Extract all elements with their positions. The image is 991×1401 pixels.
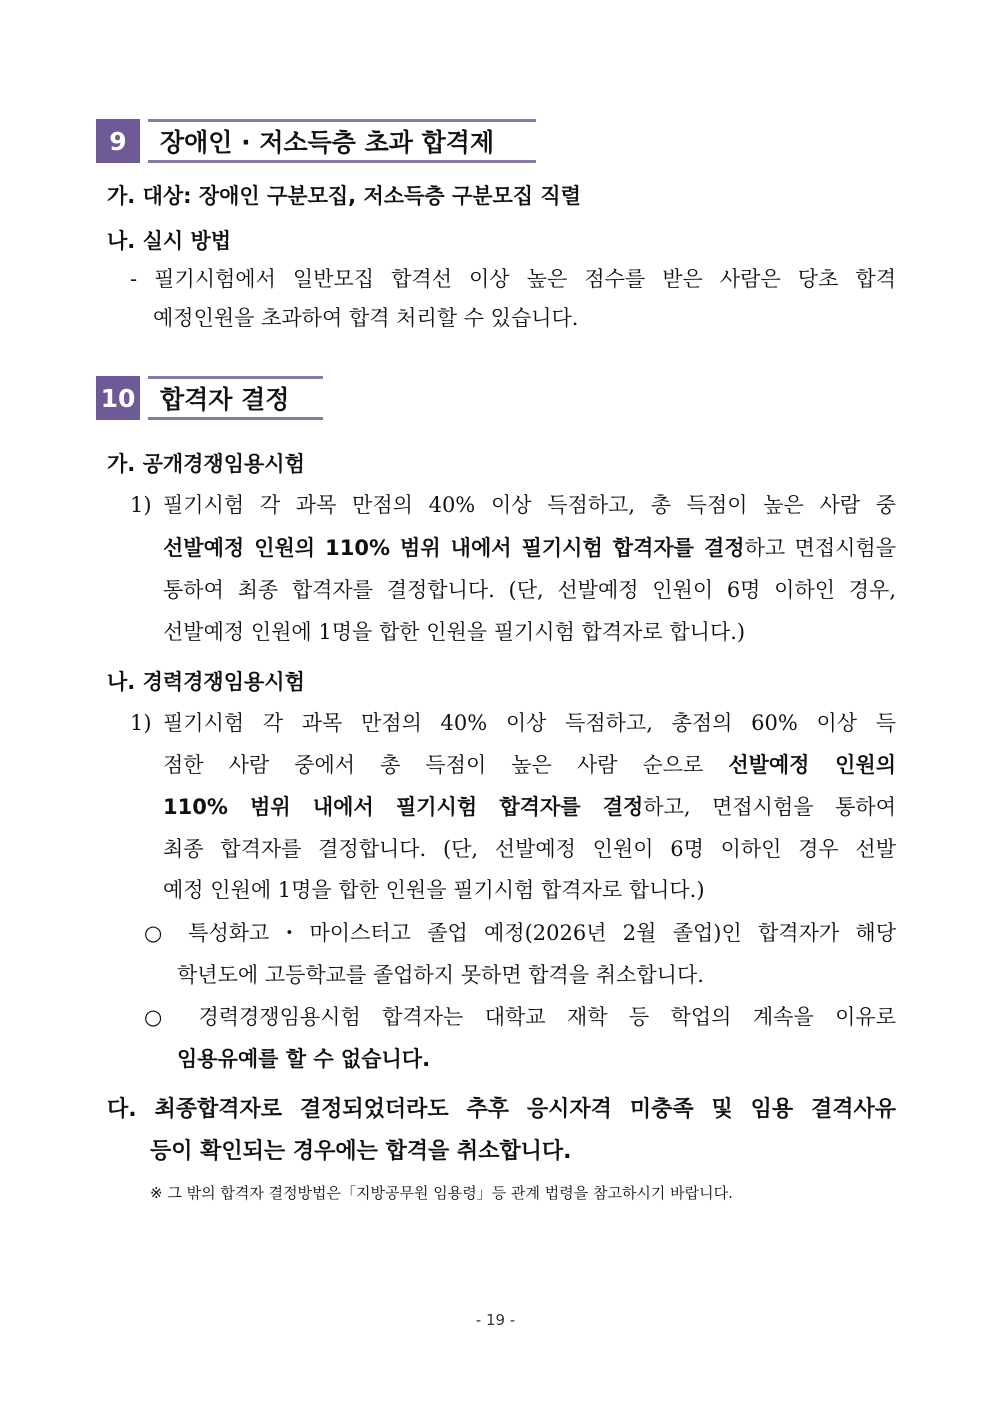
- subheading-open-exam: 가. 공개경쟁임용시험: [107, 452, 305, 476]
- emphasis-text: 선발예정 인원의 110% 범위 내에서 필기시험 합격자를 결정: [163, 536, 745, 560]
- emphasis-text: 110% 범위 내에서 필기시험 합격자를 결정: [163, 795, 644, 819]
- paragraph-line: 예정 인원에 1명을 합한 인원을 필기시험 합격자로 합니다.): [163, 878, 705, 902]
- paragraph-line: 110% 범위 내에서 필기시험 합격자를 결정하고, 면접시험을 통하여: [163, 795, 896, 819]
- paragraph-line: 필기시험 각 과목 만점의 40% 이상 득점하고, 총 득점이 높은 사람 중: [163, 493, 896, 517]
- section-number-badge: 9: [96, 119, 140, 163]
- item-number: 1): [130, 711, 152, 735]
- section-number-badge: 10: [96, 376, 140, 420]
- bullet-line-emphasis: 임용유예를 할 수 없습니다.: [177, 1047, 431, 1071]
- final-notice-line: 등이 확인되는 경우에는 합격을 취소합니다.: [150, 1139, 572, 1164]
- emphasis-text: 선발예정 인원의: [728, 753, 896, 777]
- subheading-career-exam: 나. 경력경쟁임용시험: [107, 670, 305, 694]
- paragraph-line: 점한 사람 중에서 총 득점이 높은 사람 순으로 선발예정 인원의: [163, 753, 896, 777]
- item-number: 1): [130, 493, 152, 517]
- subheading-target: 가. 대상: 장애인 구분모집, 저소득층 구분모집 직렬: [107, 184, 581, 208]
- final-notice-line: 다. 최종합격자로 결정되었더라도 추후 응시자격 미충족 및 임용 결격사유: [107, 1097, 896, 1122]
- bullet-line: ○ 특성화고・마이스터고 졸업 예정(2026년 2월 졸업)인 합격자가 해당: [144, 921, 896, 945]
- paragraph-line: 필기시험 각 과목 만점의 40% 이상 득점하고, 총점의 60% 이상 득: [163, 711, 896, 735]
- paragraph-line: 최종 합격자를 결정합니다. (단, 선발예정 인원이 6명 이하인 경우 선발: [163, 837, 896, 861]
- subheading-method: 나. 실시 방법: [107, 229, 232, 253]
- section-9-header: [96, 119, 536, 163]
- paragraph-line: - 필기시험에서 일반모집 합격선 이상 높은 점수를 받은 사람은 당초 합격: [130, 267, 896, 291]
- section-title: 합격자 결정: [148, 376, 323, 420]
- bullet-line: ○ 경력경쟁임용시험 합격자는 대학교 재학 등 학업의 계속을 이유로: [144, 1005, 896, 1029]
- reference-note: ※ 그 밖의 합격자 결정방법은「지방공무원 임용령」등 관계 법령을 참고하시기 바랍니다.: [150, 1184, 733, 1202]
- paragraph-line: 예정인원을 초과하여 합격 처리할 수 있습니다.: [153, 306, 579, 330]
- paragraph-line: 선발예정 인원의 110% 범위 내에서 필기시험 합격자를 결정하고 면접시험을: [163, 536, 896, 560]
- section-title: 장애인 · 저소득층 초과 합격제: [148, 119, 536, 163]
- paragraph-line: 선발예정 인원에 1명을 합한 인원을 필기시험 합격자로 합니다.): [163, 620, 746, 644]
- paragraph-line: 통하여 최종 합격자를 결정합니다. (단, 선발예정 인원이 6명 이하인 경우,: [163, 578, 896, 602]
- section-10-header: [96, 376, 323, 420]
- page-number: - 19 -: [475, 1311, 516, 1329]
- bullet-line: 학년도에 고등학교를 졸업하지 못하면 합격을 취소합니다.: [177, 963, 704, 987]
